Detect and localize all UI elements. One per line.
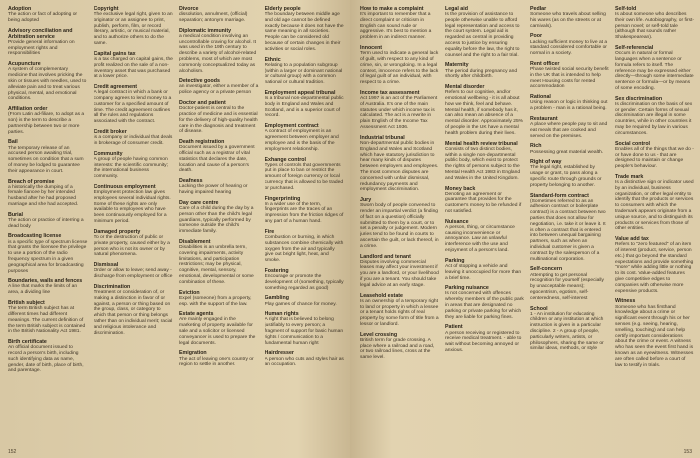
entry-definition: The boundary between middle age and old age cannot be defined exactly because it does not have the same meaning in all societies. People can be considered old because of certain changes in their activities or social roles. <box>264 12 344 52</box>
glossary-entry <box>530 116 609 139</box>
glossary-entry <box>94 262 174 280</box>
entry-term: Restaurant <box>530 115 558 122</box>
entry-definition: Someone who has firsthand knowledge about a crime or significant event through his or her senses (e.g. seeing, hearing, smelling, touching) and can help certify important considerations about the crime or event. A witness who has seen the event first hand is known as an eyewitness. Witnesses are often called before a court of law to testify in trials. <box>615 304 694 368</box>
glossary-entry <box>445 324 524 353</box>
entry-term: Breach of promise <box>8 178 55 185</box>
glossary-entry <box>530 193 609 263</box>
entry-term: Self-concern <box>530 266 563 273</box>
glossary-entry <box>530 33 609 56</box>
entry-term: Affiliation order <box>8 106 48 113</box>
column <box>94 6 174 446</box>
entry-term: Nuisance <box>445 218 469 225</box>
entry-definition: is a tax charged on capital gains, the profit realized on the sale of a non-inventory asset that was purchased at a lower price. <box>93 56 173 80</box>
entry-definition: Occurs in natural or formal languages when a sentence or formula refers to itself. The reference may be expressed either directly—through some intermediate sentence or formula—or by means of some encoding. <box>615 51 694 91</box>
entry-definition: Treatment or consideration of, or making a distinction in favor of or against, a person or thing based on the group, class, or category to which that person or thing belongs rather than on individual merit; racial and religious intolerance and discrimination. <box>93 289 173 336</box>
glossary-entry <box>360 45 439 86</box>
entry-definition: Consists of two distinct bodies, within a single non-departmental public body, which exist to protect the rights of persons subject to the Mental Health Act 1983 in England and Wales in the United Kingdom. <box>445 146 521 181</box>
glossary-entry <box>94 129 174 147</box>
entry-definition: A line that marks the limits of an area, a dividing line <box>8 284 78 296</box>
entry-term: Capital gains tax <box>93 50 136 57</box>
entry-definition: dissolution, annulment, (official) separation; antonym marriage. <box>179 12 248 23</box>
glossary-entry <box>179 239 259 286</box>
entry-definition: The exclusive legal right, given to an originator or an assignee to print, publish, perform, film, or record literary, artistic, or musical material, and to authorize others to do the same. <box>93 12 173 47</box>
entry-term: Broadcasting license <box>8 233 62 240</box>
glossary-entry <box>94 151 174 180</box>
entry-term: Advisory conciliation and Arbitration service <box>8 27 73 40</box>
entry-term: Credit agreement <box>93 84 138 91</box>
glossary-entry <box>94 6 174 47</box>
entry-definition: Possessing great material wealth. <box>530 149 604 155</box>
glossary-entry <box>265 229 345 264</box>
entry-definition: In a wider use of the term, fingerprints are the traces of an impression from the friction ridges of any part of a human hand. <box>264 201 344 225</box>
glossary-entry <box>445 84 524 136</box>
entry-term: Hairdresser <box>264 350 294 357</box>
glossary-entry <box>8 300 88 335</box>
entry-definition: Disabilities is an umbrella term, covering impairments, activity limitations, and participation restrictions; may be physical, cognitive, mental, sensory, emotional, developmental or some combination of these. <box>179 245 254 285</box>
entry-term: Parking nuisance <box>445 285 489 292</box>
entry-term: Fostering <box>264 267 289 274</box>
entry-definition: The act of leaving one's country or region to settle in another. <box>179 356 254 368</box>
glossary-entry <box>360 135 439 193</box>
entry-term: Mental disorder <box>445 84 485 91</box>
glossary-entry <box>615 45 694 92</box>
entry-definition: Is the provision of assistance to people otherwise unable to afford legal representation and access to the court system. Legal aid is regarded as central in providing access to justice by ensuring equality before the law, the right to counsel and the right to a fair trial. <box>445 12 520 58</box>
entry-term: Boundaries, walls and fences <box>8 278 83 285</box>
glossary-entry <box>179 139 259 174</box>
entry-term: Elderly people <box>264 6 301 12</box>
glossary-entry <box>530 306 609 353</box>
glossary-entry <box>265 295 345 307</box>
entry-definition: a historically the dumping of a female fiancee by her intended husband after he had proposed marriage and she had accepted. <box>8 184 79 207</box>
entry-term: Day care centre <box>179 199 219 206</box>
entry-term: Employment contract <box>264 123 319 130</box>
entry-definition: Order or allow to leave; send away - discharge from employment or office <box>93 268 173 280</box>
entry-definition: Types of controls that governments put in place to ban or restrict the amount of foreign currency or local currency that is allowed to be traded or purchased. <box>264 162 344 191</box>
glossary-entry <box>179 28 259 75</box>
entry-definition: Denoting an agreement or guarantee that provides for the customer's money to be refunded if not satisfied. <box>445 191 522 214</box>
entry-term: Parking <box>445 257 465 264</box>
entry-term: Copyright <box>93 6 119 12</box>
entry-definition: 1 - An institution for educating children or any institution at which instruction is given in a particular discipline. 2 - A group of people, particularly writers, artists, or philosophers, sharing the same or similar ideas, methods, or style <box>530 311 604 352</box>
glossary-entry <box>615 141 694 170</box>
entry-term: British subject <box>8 300 45 307</box>
glossary-entry <box>615 298 694 368</box>
entry-term: Leasehold estate <box>360 292 403 299</box>
glossary-entry <box>179 200 259 235</box>
entry-term: Rational <box>530 94 551 101</box>
glossary-entry <box>94 51 174 80</box>
entry-definition: Sworn body of people convened to render an impartial verdict (a finding of fact on a question) officially submitted to them by a court, or to set a penalty or judgement. Modern juries tend to be found in courts to ascertain the guilt, or lack thereof, in a crime. <box>360 203 439 249</box>
column <box>179 6 259 446</box>
glossary-entry <box>179 178 259 196</box>
glossary-entry <box>360 293 439 328</box>
glossary-entry <box>94 184 174 225</box>
glossary-entry <box>8 106 88 135</box>
entry-term: Industrial tribunal <box>360 134 405 141</box>
entry-term: Self-told <box>615 6 637 12</box>
entry-term: Innocent <box>360 45 383 52</box>
glossary-entry <box>94 229 174 258</box>
entry-term: Mental health review tribunal <box>445 140 518 147</box>
glossary-entry <box>179 6 259 24</box>
entry-term: Rent officer <box>530 60 560 67</box>
entry-definition: Document issued by a government official such as a registrar of vital statistics that declares the date, location and cause of a person's death. <box>179 145 255 174</box>
glossary-entry <box>265 157 345 192</box>
entry-term: Witness <box>615 298 636 305</box>
entry-definition: Is about someone who describes their own life. Autobiography, or first-person novel; or self-told tale (although that sounds rather Shakespearean). <box>615 12 694 41</box>
entry-term: Pedlar <box>530 6 547 12</box>
entry-term: Patient <box>445 324 463 331</box>
glossary-entry <box>265 196 345 225</box>
entry-definition: Phase twisted social security benefit in the UK that is intended to help meet Housing costs for rented accommodation <box>530 67 609 90</box>
entry-definition: A legal contract in which a bank or company agrees to lend money to a customer for a specified amount of time. The credit agreement outlines all the rules and regulations associated with the contract. <box>93 90 172 125</box>
glossary-entry <box>615 96 694 137</box>
entry-definition: Play games of chance for money. <box>264 301 337 307</box>
glossary-entry <box>179 100 259 135</box>
entry-definition: Attempting to get personal recognition for yourself (especially by unacceptable means); egocentrism, egotism, self-centeredness, self-interest <box>530 272 604 301</box>
entry-definition: A right that is believed to belong justifiably to every person; a fragment of support for basic human rights / communication to a fundamental human right <box>264 317 344 346</box>
entry-definition: Someone who travels about selling his wares (as on the streets or at carnivals). <box>530 12 606 29</box>
glossary-entry <box>8 61 88 102</box>
column <box>360 6 439 446</box>
glossary-entry <box>445 6 524 58</box>
entry-term: Jury <box>360 197 372 204</box>
glossary-entry <box>179 78 259 96</box>
entry-definition: Relating to a population subgroup (within a larger or dominant national or cultural group) with a common national or cultural tradition. <box>264 62 343 86</box>
entry-term: Burial <box>8 211 24 218</box>
entry-definition: Refers to "zero featured" of an item of interest (product, service, person etc.) that go beyond the standard expectations and provide something "more" while adding little or nothing to its cost. Value-added features give competitive edges to companies with otherwise more expensive products. <box>615 242 694 294</box>
glossary-entry <box>360 6 439 41</box>
glossary-entry <box>360 254 439 289</box>
page-number: 153 <box>683 449 692 455</box>
entry-definition: Non-departmental public bodies in England and Wales and Scotland which have statutory jurisdiction to hear many kinds of disputes between employers and employees. The most common disputes are concerned with unfair dismissal, redundancy payments and employment discrimination. <box>360 140 439 193</box>
entry-definition: A person, thing, or circumstance causing inconvenience or annoyance. Law an unlawful interference with the use and enjoyment of a person's land. <box>445 224 515 254</box>
entry-definition: A person receiving or registered to receive medical treatment. - able to wait without becoming annoyed or anxious. <box>445 330 522 353</box>
entry-definition: Using reason or logic in thinking out a problem - man is a rational being. <box>530 100 608 112</box>
entry-term: Disablement <box>179 238 211 245</box>
entry-term: Continuous employment <box>93 184 156 190</box>
column <box>265 6 345 446</box>
entry-term: Diplomatic immunity <box>179 27 232 34</box>
entry-definition: is a specific type of spectrum license that grants the licensee the privilege to use a portion of the radio frequency spectrum in a given geographical area for broadcasting purposes <box>8 239 88 274</box>
entry-definition: The term British subject has at different times had different meanings. The current definition of the term British subject is contained in the British Nationality Act 1981. <box>8 306 86 335</box>
entry-term: Eviction <box>179 289 200 296</box>
entry-term: Discrimination <box>93 283 131 290</box>
glossary-entry <box>8 28 88 58</box>
entry-definition: is a company or individual that deals in brokerage of consumer credit. <box>93 135 173 146</box>
entry-definition: (Sometimes referred to as an adhesion contract or boilerplate contract) is a contract between two parties that does not allow for negotiation, i.e. take it or leave it. It is often a contract that is entered into between unequal bargaining partners, such as when an individual customer is given a contract by the salesperson of a multinational corporation. <box>530 198 606 262</box>
entry-term: Community <box>93 150 123 157</box>
entry-definition: Is a tribunal non-departmental public body in England and Wales and Scotland, and is a superior court of record. <box>264 96 344 119</box>
glossary-entry <box>8 233 88 274</box>
entry-term: Trade mark <box>615 173 644 180</box>
glossary-entry <box>265 57 345 86</box>
entry-definition: Lacking sufficient money to live at a standard considered comfortable or normal in a society. <box>530 39 608 57</box>
entry-definition: Act of stopping a vehicle and leaving it unoccupied for more than a brief time. <box>445 263 522 281</box>
entry-definition: Is not concerned with offences whereby members of the public park in areas that are designated no parking or private parking for which they are liable for parking fines. <box>445 291 524 320</box>
entry-term: Exhange control <box>264 156 306 163</box>
glossary-entry <box>530 6 609 29</box>
entry-term: Sex discrimination <box>615 95 663 102</box>
glossary-entry <box>8 179 88 208</box>
glossary-entry <box>265 90 345 119</box>
entry-term: Emigration <box>179 350 207 357</box>
glossary-entry <box>615 6 694 41</box>
entry-definition: A group of people having common interests: the scientific community; the international business community. <box>93 156 168 180</box>
entry-term: Poor <box>530 33 543 40</box>
entry-term: Standard-form contract <box>530 192 589 199</box>
glossary-entry <box>179 350 259 368</box>
entry-definition: A contract of employment is an agreement between employer and employee and is the basis of the employment relationship. <box>264 129 339 152</box>
glossary-entry <box>8 6 88 24</box>
entry-definition: Expel (someone) from a property, esp. with the support of the law. <box>179 295 252 307</box>
entry-term: Damaged property <box>93 228 141 235</box>
entry-term: Fingerprinting <box>264 195 301 202</box>
entry-term: Ethnic <box>264 56 281 63</box>
entry-definition: Lacking the power of hearing or having impaired hearing <box>179 184 248 196</box>
entry-definition: The legal right, established by usage or grant, to pass along a specific route through grounds or property belonging to another. <box>530 165 602 188</box>
entry-definition: a medical condition involving an uncontrollable craving for alcohol. It was used in the 19th century to describe a variety of alcohol-related problems, most of which are most commonly conceptualized today as alcoholism. <box>179 33 257 74</box>
glossary-entry <box>265 6 345 53</box>
entry-definition: an investigator, either a member of a police agency or a private person <box>179 84 259 96</box>
entry-term: Dismissal <box>93 262 119 269</box>
entry-term: Income tax assessment <box>360 89 420 96</box>
glossary-entry <box>445 285 524 320</box>
entry-term: Bail <box>8 139 18 146</box>
entry-term: Legal aid <box>445 6 468 12</box>
entry-term: Employment appeal tribunal <box>264 89 336 96</box>
glossary-entry <box>94 284 174 336</box>
entry-term: Right of way <box>530 159 562 166</box>
entry-term: Credit broker <box>93 129 127 136</box>
glossary-entry <box>179 290 259 308</box>
entry-term: Birth certificate <box>8 339 47 346</box>
glossary-entry <box>8 278 88 296</box>
entry-definition: Employment protection law gives employees several individual rights. Some of these rights are only available to employees who have been continuously employed for a minimum period. <box>93 190 171 225</box>
glossary-entry <box>445 186 524 215</box>
entry-definition: Provide general information on employment rights and responsibilities <box>8 39 75 57</box>
glossary-entry <box>530 61 609 90</box>
entry-term: Level crossing <box>360 331 398 338</box>
glossary-entry <box>615 174 694 232</box>
entry-term: Detective goods <box>179 78 220 85</box>
glossary-entry <box>445 62 524 80</box>
glossary-entry <box>94 84 174 125</box>
glossary-entry <box>445 141 524 182</box>
page-number: 152 <box>8 449 17 455</box>
entry-term: Fire <box>264 228 275 235</box>
entry-term: Human rights <box>264 311 299 318</box>
entry-term: Rich <box>530 143 542 150</box>
glossary-entry <box>8 139 88 174</box>
glossary-entry <box>360 332 439 361</box>
glossary-entry <box>8 212 88 230</box>
entry-definition: Is an ownership of a temporary right to land or property in which a lessee or a tenant holds rights of real property by some form of title from a lessor or landlord. <box>360 298 439 327</box>
entry-definition: The temporary release of an accused person awaiting trial, sometimes on condition that a sum of money be lodged to guarantee their appearance in court. <box>8 145 84 174</box>
glossary-entry <box>445 258 524 281</box>
entry-definition: Doctor-patient is central to the practice of medicine and is essential for the delivery of high-quality health care in the diagnosis and treatment of disease. <box>179 106 258 135</box>
entry-definition: Act 1997 is an act of the Parliament of Australia. It's one of the main statutes under which income tax is calculated. The act is a rewrite in plain English of the Income Tax Assessment Act 1936. <box>360 96 438 131</box>
entry-term: Self-referencial <box>615 45 654 52</box>
entry-term: Gambling <box>264 295 289 302</box>
entry-definition: Refers to our cognitive, and/or emotional wellbeing - it is all about how we think, feel and behave. Mental health, if somebody has it, can also mean an absence of a mental disorder. Approximately 25% of people in the UK have a mental health problem during their lives. <box>445 90 524 136</box>
entry-definition: An official document issued to record a person's birth, including such identifying data as name, gender, date of birth, place of birth, and parentage. <box>8 345 84 374</box>
entry-definition: The action or practice of interring a dead body <box>8 217 84 229</box>
entry-term: Doctor and patient <box>179 100 226 107</box>
entry-term: School <box>530 305 548 312</box>
glossary-entry <box>530 266 609 301</box>
glossary-entry <box>265 311 345 346</box>
glossary-entry <box>360 90 439 131</box>
entry-term: Death registration <box>179 139 225 146</box>
right-page <box>350 0 700 458</box>
entry-definition: Is a distinctive sign or indicator used by an individual, business organization, or other legal entity to identify that the products or services to consumers with which the trademark appears originate from a unique source, and to distinguish its products or services from those of other entities. <box>615 180 694 232</box>
entry-definition: British term for grade crossing. A place where a railroad and a road, or two railroad lines, cross at the same level. <box>360 337 435 361</box>
entry-term: Estate agents <box>179 311 214 318</box>
glossary-entry <box>530 159 609 188</box>
glossary-entry <box>179 311 259 346</box>
glossary-entry <box>445 219 524 254</box>
entry-definition: (From Latin ad-filiare, to adopt as a son) is the term to describe a partnership between two or more parties. <box>8 112 85 135</box>
entry-definition: Disputes involving commercial leases may affect your investment if you are a landlord, or your livelihood if you are a tenant. You should take legal advice at an early stage. <box>360 259 439 288</box>
entry-term: Social control <box>615 140 651 147</box>
entry-definition: It's important to remember that a direct complaint or criticism in English can sound rude or aggressive. It's best to mention a problem in an indirect manner. <box>360 12 432 41</box>
entry-term: Money back <box>445 185 476 192</box>
entry-definition: A person who cuts and styles hair as an occupation. <box>264 356 344 368</box>
entry-definition: A place where people pay to sit and eat meals that are cooked and served on the premises. <box>530 122 608 139</box>
entry-definition: Term used to indicate a general lack of guilt, with respect to any kind of crime, sin, or wrongdoing. In a legal context, innocence refers to the lack of legal guilt of an individual, with respect to a crime. <box>360 51 439 86</box>
entry-definition: Encourage or promote the development of (something, typically something regarded as good) <box>264 274 344 291</box>
entry-term: Divorce <box>179 6 199 12</box>
entry-definition: The period during pregnancy and shortly after childbirth. <box>445 68 518 80</box>
entry-term: Landlord and tenant <box>360 253 411 260</box>
glossary-entry <box>265 350 345 368</box>
glossary-entry <box>615 236 694 294</box>
column <box>445 6 524 446</box>
entry-term: How to make a complaint <box>360 6 424 12</box>
column <box>8 6 88 446</box>
entry-definition: Combustion or burning, in which substances combine chemically with oxygen from the air and typically give out bright light, heat, and smoke. <box>264 234 344 264</box>
glossary-entry <box>8 339 88 374</box>
entry-definition: A system of complementary medicine that involves pricking the skin or tissues with needles, used to alleviate pain and to treat various physical, mental, and emotional conditions. <box>8 67 87 102</box>
column <box>530 6 609 446</box>
entry-definition: Enables all of the things that we do - or have done to us - that are designed to maintain or change people's behaviour. <box>615 146 694 170</box>
entry-term: Deafness <box>179 178 203 185</box>
glossary-entry <box>530 143 609 155</box>
column <box>615 6 694 446</box>
glossary-entry <box>265 268 345 291</box>
entry-term: Acupuncture <box>8 61 41 68</box>
entry-definition: Care of a child during the day by a person other than the child's legal guardians, typically performed by someone outside the child's immediate family. <box>179 205 254 235</box>
glossary-entry <box>360 197 439 249</box>
glossary-entry <box>265 123 345 152</box>
glossary-entry <box>530 94 609 112</box>
entry-definition: Are mainly engaged in the marketing of property available for sale and a solicitor or licensed conveyancer is used to prepare the legal documents. <box>179 317 256 346</box>
entry-term: Value add tax <box>615 236 649 243</box>
entry-definition: Is discrimination on the basis of sex or gender. Certain forms of sexual discrimination are illegal in some countries, while in other countries it may be required by law in various circumstances. <box>615 101 693 136</box>
entry-definition: To or the destruction of public or private property, caused either by a person who is not its owner or by natural phenomena. <box>93 234 170 258</box>
entry-definition: The action or fact of adopting or being adopted <box>8 12 78 23</box>
entry-term: Adoption <box>8 6 32 12</box>
entry-term: Maternity <box>445 62 469 69</box>
